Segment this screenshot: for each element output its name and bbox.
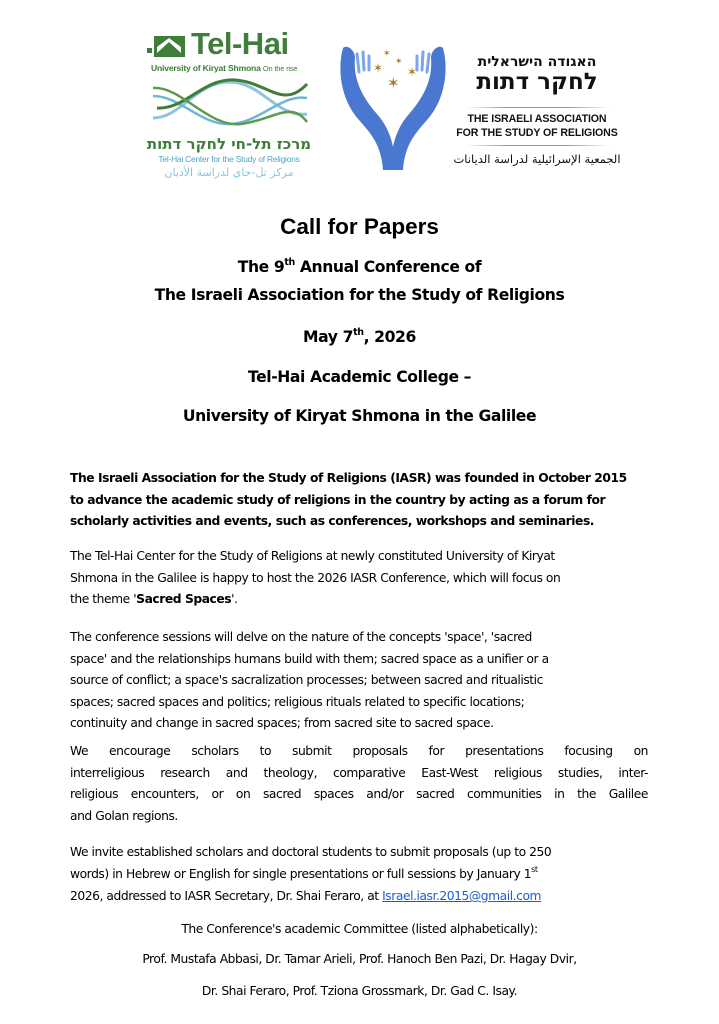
conference-date (0, 326, 719, 351)
theme-suffix: '. (231, 592, 238, 607)
iasr-english-line-2: FOR THE STUDY OF RELIGIONS (456, 127, 618, 139)
iasr-hebrew-line-2: לחקר דתות (476, 69, 598, 95)
waves-icon (151, 74, 309, 132)
tel-hai-center-hebrew: מרכז תל-חי לחקר דתות (146, 135, 312, 153)
date-superscript: th (353, 327, 364, 338)
deadline-text: words) in Hebrew or English for single presentations or full sessions by January 1 (70, 866, 532, 881)
paragraph-line: continuity and change in sacred spaces; from sacred site to sacred space. (70, 716, 494, 731)
host-paragraph (70, 546, 648, 611)
committee-members-line-2: Dr. Shai Feraro, Prof. Tziona Grossmark, Dr. Gad C. Isay. (201, 984, 518, 998)
date-text: May 7 (303, 328, 354, 346)
intro-paragraph (70, 468, 648, 533)
venue-line-2: University of Kiryat Shmona in the Galilee (182, 407, 537, 425)
tel-hai-university: University of Kiryat Shmona (151, 63, 261, 73)
paragraph-line: The Israeli Association for the Study of Religions (IASR) was founded in October 2015 (70, 471, 627, 485)
iasr-english-line-1: THE ISRAELI ASSOCIATION (467, 113, 607, 125)
svg-text:✶: ✶ (387, 74, 400, 92)
association-heading: The Israeli Association for the Study of Religions (154, 286, 565, 304)
paragraph-line: religious encounters, or on sacred spaces and/or sacred communities in the Galilee (70, 787, 648, 802)
submission-paragraph (70, 842, 648, 908)
tel-hai-center-arabic: مركز تل-حاي لدراسة الأديان (164, 166, 294, 179)
svg-text:✶: ✶ (407, 65, 418, 79)
date-text: , 2026 (363, 328, 416, 346)
paragraph-line: The Tel-Hai Center for the Study of Religions at newly constituted University of Kiryat (70, 549, 555, 563)
email-link[interactable]: Israel.iasr.2015@gmail.com (382, 889, 542, 904)
paragraph-line (70, 886, 648, 908)
paragraph-line: interreligious research and theology, comparative East-West religious studies, inter- (70, 765, 648, 780)
heading-text: The 9 (237, 258, 285, 276)
iasr-logo (335, 38, 630, 183)
encourage-paragraph (70, 741, 648, 827)
tel-hai-tagline: On the rise (262, 64, 298, 73)
paragraph-line: We encourage scholars to submit proposals for presentations focusing on (70, 744, 648, 758)
iasr-hebrew-line-1: האגודה הישראלית (477, 54, 597, 70)
paragraph-line: We invite established scholars and doctoral students to submit proposals (up to 250 (70, 845, 552, 859)
venue-line-1: Tel-Hai Academic College – (247, 368, 472, 386)
paragraph-line: source of conflict; a space's sacralization processes; between sacred and ritualistic (70, 673, 543, 688)
tel-hai-subtitle (151, 63, 297, 73)
iasr-arabic: الجمعية الإسرائيلية لدراسة الديانات (453, 152, 621, 166)
conference-heading (0, 256, 719, 281)
heading-superscript: th (284, 257, 295, 268)
paragraph-line: spaces; sacred spaces and politics; religious rituals related to specific locations; (70, 694, 525, 709)
paragraph-line (70, 589, 648, 611)
paragraph-line: scholarly activities and events, such as conferences, workshops and seminaries. (70, 514, 595, 529)
svg-text:✶: ✶ (395, 57, 403, 67)
committee-heading: The Conference's academic Committee (listed alphabetically): (181, 922, 538, 936)
paragraph-line (70, 864, 648, 887)
tel-hai-center-english: Tel-Hai Center for the Study of Religions (158, 154, 300, 164)
tel-hai-wordmark: Tel-Hai (191, 26, 289, 61)
svg-text:✶: ✶ (373, 61, 384, 75)
paragraph-line: space' and the relationships humans build with them; sacred space as a unifier or a (70, 651, 549, 666)
paragraph-line: The conference sessions will delve on the nature of the concepts 'space', 'sacred (70, 630, 532, 644)
iasr-divider (465, 107, 610, 108)
paragraph-line: Shmona in the Galilee is happy to host the 2026 IASR Conference, which will focus on (70, 570, 561, 585)
svg-text:✶: ✶ (383, 49, 391, 59)
paragraph-line: to advance the academic study of religions in the country by acting as a forum for (70, 492, 606, 507)
secretary-text: 2026, addressed to IASR Secretary, Dr. Shai Feraro, at (70, 889, 383, 904)
hands-stars-icon (337, 40, 449, 172)
page-title: Call for Papers (280, 214, 439, 239)
theme-name: Sacred Spaces (136, 592, 232, 607)
heading-text: Annual Conference of (294, 258, 482, 276)
tel-hai-logo (143, 26, 315, 182)
tel-hai-house-icon (147, 33, 187, 59)
topics-paragraph (70, 627, 648, 735)
iasr-divider (465, 145, 610, 146)
committee-members-line-1: Prof. Mustafa Abbasi, Dr. Tamar Arieli, Prof. Hanoch Ben Pazi, Dr. Hagay Dvir, (142, 952, 577, 966)
theme-prefix: the theme ' (70, 592, 137, 607)
deadline-superscript: st (531, 864, 538, 874)
paragraph-line: and Golan regions. (70, 808, 178, 823)
